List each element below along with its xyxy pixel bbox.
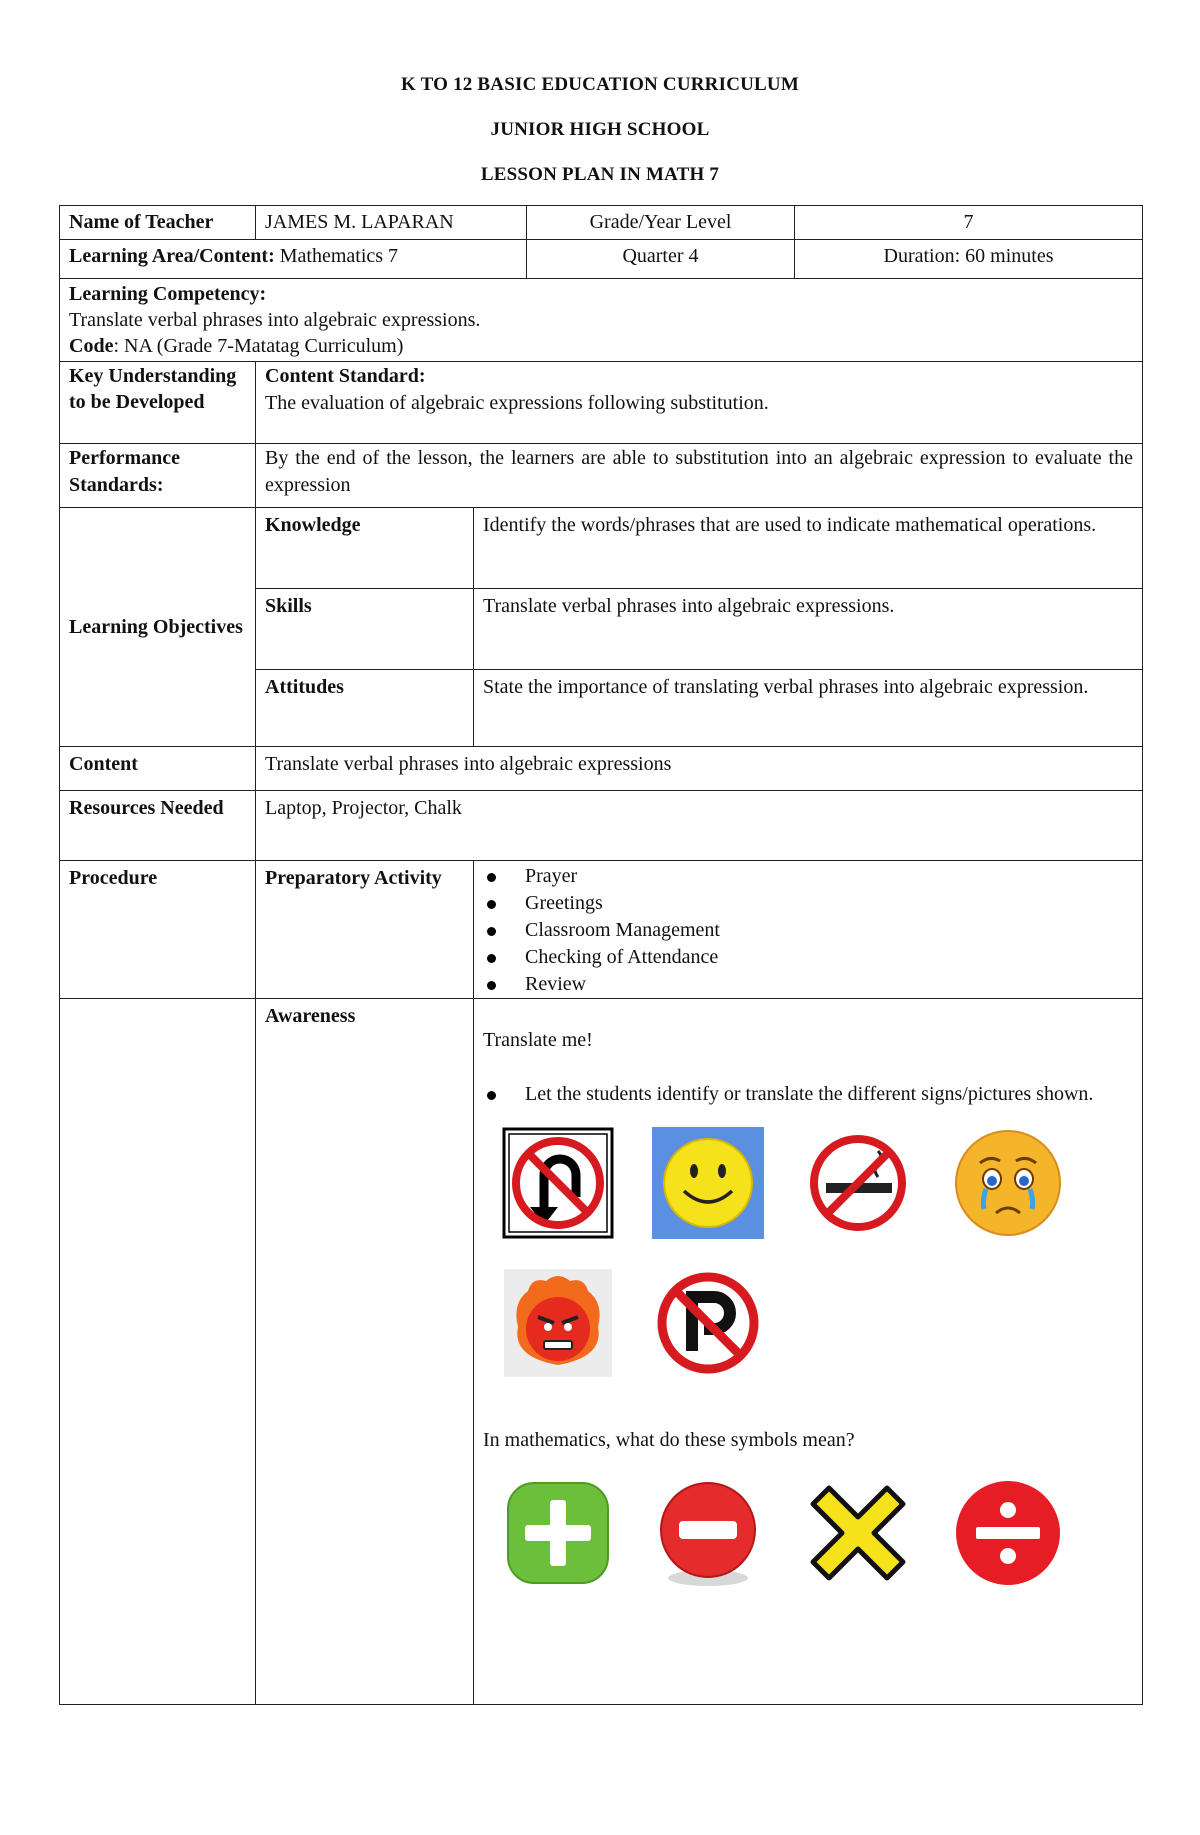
preparatory-label: Preparatory Activity	[256, 861, 474, 999]
no-u-turn-icon	[483, 1124, 633, 1242]
signs-row-1	[483, 1124, 1133, 1242]
code-label: Code	[69, 335, 114, 357]
attitudes-text: State the importance of translating verbal phrases into algebraic expression.	[474, 670, 1143, 747]
row-learning-area	[60, 240, 1143, 279]
grade-value: 7	[795, 206, 1143, 240]
list-item-text: Checking of Attendance	[525, 946, 719, 968]
awareness-label: Awareness	[256, 999, 474, 1705]
row-preparatory	[60, 861, 1143, 999]
learning-area-value: Mathematics 7	[274, 245, 399, 267]
resources-text: Laptop, Projector, Chalk	[256, 791, 1143, 861]
content-label: Content	[60, 747, 256, 791]
content-text: Translate verbal phrases into algebraic expressions	[256, 747, 1143, 791]
row-teacher	[60, 206, 1143, 240]
resources-label: Resources Needed	[60, 791, 256, 861]
competency-code	[69, 333, 1133, 359]
no-smoking-icon	[783, 1124, 933, 1242]
content-standard-cell	[256, 362, 1143, 444]
list-item	[483, 944, 1133, 971]
row-resources	[60, 791, 1143, 861]
preparatory-list	[483, 863, 1133, 998]
competency-label: Learning Competency:	[69, 283, 267, 305]
doc-title-curriculum: K TO 12 BASIC EDUCATION CURRICULUM	[401, 74, 799, 95]
skills-text: Translate verbal phrases into algebraic expressions.	[474, 589, 1143, 670]
skills-label: Skills	[256, 589, 474, 670]
lesson-plan-table	[59, 205, 1143, 1705]
list-item	[483, 890, 1133, 917]
list-item	[483, 1081, 1133, 1108]
list-item	[483, 917, 1133, 944]
smiley-face-icon	[633, 1124, 783, 1242]
awareness-title: Translate me!	[483, 1029, 593, 1051]
bullet-icon	[487, 873, 496, 882]
bullet-icon	[487, 1091, 496, 1100]
competency-cell	[60, 279, 1143, 362]
performance-label: Performance Standards:	[60, 444, 256, 508]
awareness-empty-cell	[60, 999, 256, 1705]
learning-objectives-label: Learning Objectives	[60, 508, 256, 747]
competency-text: Translate verbal phrases into algebraic expressions.	[69, 309, 481, 331]
learning-area-cell	[60, 240, 527, 279]
angry-face-icon	[483, 1264, 633, 1382]
row-performance	[60, 444, 1143, 508]
bullet-icon	[487, 954, 496, 963]
knowledge-text: Identify the words/phrases that are used to indicate mathematical operations.	[474, 508, 1143, 589]
procedure-label: Procedure	[60, 861, 256, 999]
list-item	[483, 863, 1133, 890]
key-understanding-label: Key Understanding to be Developed	[60, 362, 256, 444]
plus-icon	[483, 1474, 633, 1592]
bullet-icon	[487, 981, 496, 990]
row-awareness	[60, 999, 1143, 1705]
teacher-value: JAMES M. LAPARAN	[256, 206, 527, 240]
content-standard-label: Content Standard:	[265, 365, 426, 387]
row-key-understanding	[60, 362, 1143, 444]
teacher-label: Name of Teacher	[60, 206, 256, 240]
learning-area-label: Learning Area/Content:	[69, 245, 275, 267]
duration-value: Duration: 60 minutes	[795, 240, 1143, 279]
quarter-value: Quarter 4	[527, 240, 795, 279]
list-item-text: Prayer	[525, 865, 578, 887]
bullet-icon	[487, 900, 496, 909]
awareness-instruction: Let the students identify or translate the different signs/pictures shown.	[525, 1083, 1094, 1105]
list-item	[483, 971, 1133, 998]
minus-icon	[633, 1474, 783, 1592]
awareness-list	[483, 1081, 1133, 1108]
bullet-icon	[487, 927, 496, 936]
math-question: In mathematics, what do these symbols mean?	[483, 1429, 855, 1451]
row-knowledge	[60, 508, 1143, 589]
grade-label: Grade/Year Level	[527, 206, 795, 240]
divide-icon	[933, 1474, 1083, 1592]
row-competency	[60, 279, 1143, 362]
list-item-text: Review	[525, 973, 587, 995]
performance-text: By the end of the lesson, the learners are able to substitution into an algebraic expression to evaluate the expression	[256, 444, 1143, 508]
awareness-content-cell	[474, 999, 1143, 1705]
signs-row-2	[483, 1264, 1133, 1382]
attitudes-label: Attitudes	[256, 670, 474, 747]
row-content	[60, 747, 1143, 791]
math-symbols-row	[483, 1474, 1133, 1592]
doc-title-school: JUNIOR HIGH SCHOOL	[490, 119, 710, 140]
list-item-text: Greetings	[525, 892, 603, 914]
no-parking-icon	[633, 1264, 783, 1382]
crying-face-icon	[933, 1124, 1083, 1242]
knowledge-label: Knowledge	[256, 508, 474, 589]
multiply-icon	[783, 1474, 933, 1592]
code-value: : NA (Grade 7-Matatag Curriculum)	[113, 335, 404, 357]
list-item-text: Classroom Management	[525, 919, 720, 941]
doc-title-lesson-plan: LESSON PLAN IN MATH 7	[480, 164, 720, 185]
preparatory-list-cell	[474, 861, 1143, 999]
content-standard-text: The evaluation of algebraic expressions following substitution.	[265, 392, 769, 414]
